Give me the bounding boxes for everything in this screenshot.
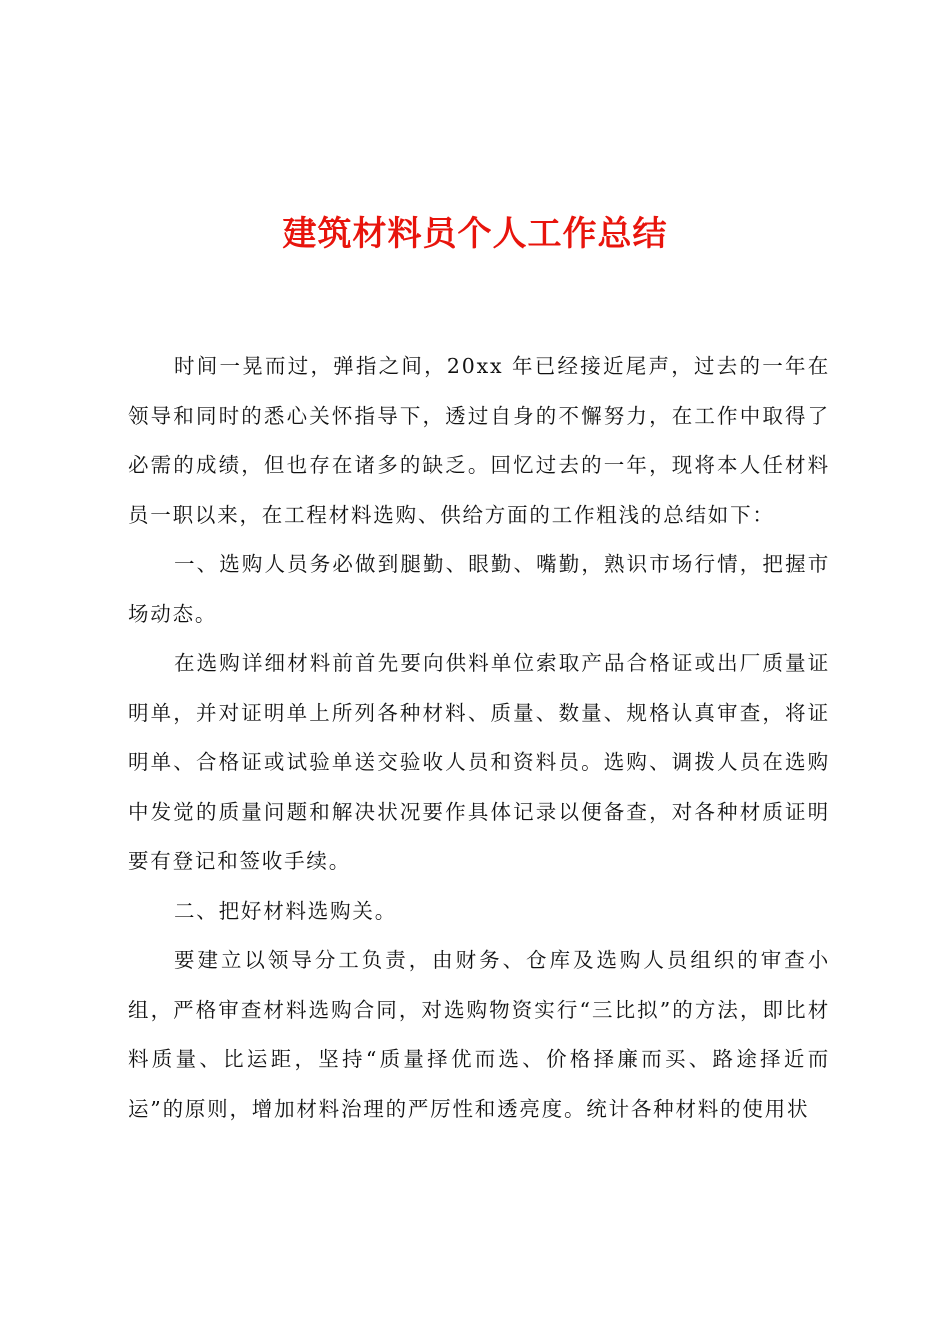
paragraph-section-2-heading: 二、把好材料选购关。 xyxy=(174,898,397,923)
paragraph-section-2-body: 要建立以领导分工负责，由财务、仓库及选购人员组织的审查小组，严格审查材料选购合同，对选购物资实行“三比拟”的方法，即比材料质量、比运距，坚持“质量择优而选、价格择廉而买、路途择近而运”的原则，增加材料治理的严厉性和透亮度。统计各种材料的使用状 xyxy=(128,948,830,1121)
document-title: 建筑材料员个人工作总结 xyxy=(282,214,668,254)
paragraph-intro: 时间一晃而过，弹指之间，20xx 年已经接近尾声，过去的一年在领导和同时的悉心关怀指导下，透过自身的不懈努力，在工作中取得了必需的成绩，但也存在诸多的缺乏。回忆过去的一年，现将本人任材料员一职以来，在工程材料选购、供给方面的工作粗浅的总结如下： xyxy=(128,354,830,527)
paragraph-section-1-heading: 一、选购人员务必做到腿勤、眼勤、嘴勤，熟识市场行情，把握市场动态。 xyxy=(128,552,830,626)
paragraph-section-1-body: 在选购详细材料前首先要向供料单位索取产品合格证或出厂质量证明单，并对证明单上所列各种材料、质量、数量、规格认真审查，将证明单、合格证或试验单送交验收人员和资料员。选购、调拨人员在选购中发觉的质量问题和解决状况要作具体记录以便备查，对各种材质证明要有登记和签收手续。 xyxy=(128,651,830,873)
document-body xyxy=(128,342,830,1134)
